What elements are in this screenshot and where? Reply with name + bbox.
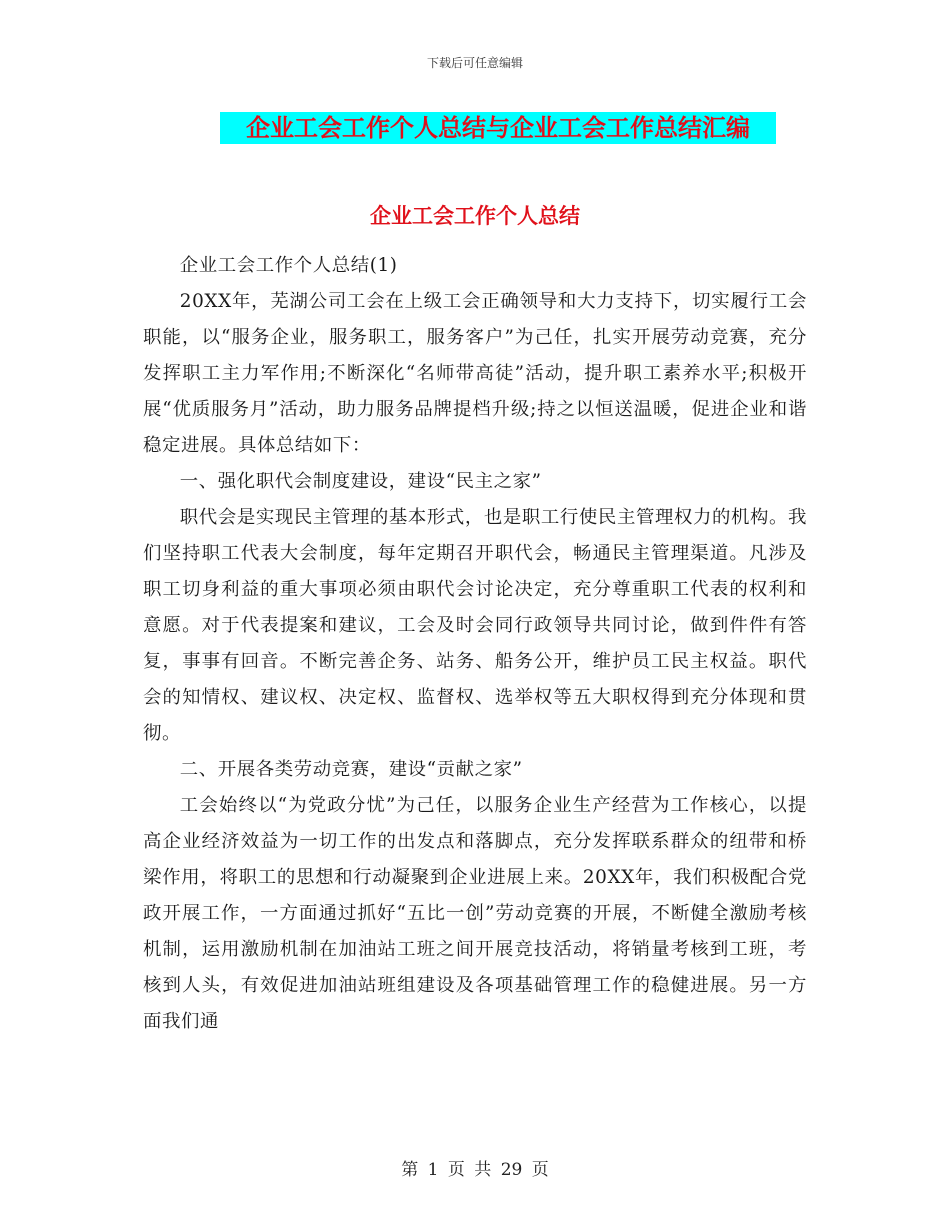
- paragraph: 20XX年，芜湖公司工会在上级工会正确领导和大力支持下，切实履行工会职能，以“服务企业，服务职工，服务客户”为己任，扎实开展劳动竞赛，充分发挥职工主力军作用;不断深化“名师带高徒”活动，提升职工素养水平;积极开展“优质服务月”活动，助力服务品牌提档升级;持之以恒送温暖，促进企业和谐稳定进展。具体总结如下：: [143, 291, 807, 456]
- paragraph-heading: 企业工会工作个人总结(1): [179, 255, 398, 276]
- header-note: 下载后可任意编辑: [426, 56, 523, 70]
- page-footer: 第 1 页 共 29 页: [401, 1160, 549, 1180]
- paragraph: 工会始终以“为党政分忧”为己任，以服务企业生产经营为工作核心，以提高企业经济效益为一切工作的出发点和落脚点，充分发挥联系群众的纽带和桥梁作用，将职工的思想和行动凝聚到企业进展上来。20XX年，我们积极配合党政开展工作，一方面通过抓好“五比一创”劳动竞赛的开展，不断健全激励考核机制，运用激励机制在加油站工班之间开展竞技活动，将销量考核到工班，考核到人头，有效促进加油站班组建设及各项基础管理工作的稳健进展。另一方面我们通: [143, 795, 807, 1032]
- section-title: 企业工会工作个人总结: [370, 204, 580, 228]
- paragraph: 职代会是实现民主管理的基本形式，也是职工行使民主管理权力的机构。我们坚持职工代表大会制度，每年定期召开职代会，畅通民主管理渠道。凡涉及职工切身利益的重大事项必须由职代会讨论决定，充分尊重职工代表的权利和意愿。对于代表提案和建议，工会及时会同行政领导共同讨论，做到件件有答复，事事有回音。不断完善企务、站务、船务公开，维护员工民主权益。职代会的知情权、建议权、决定权、监督权、选举权等五大职权得到充分体现和贯彻。: [143, 507, 807, 744]
- paragraph-heading: 一、强化职代会制度建设，建设“民主之家”: [179, 471, 542, 492]
- document-body: [143, 248, 807, 1040]
- document-title: 企业工会工作个人总结与企业工会工作总结汇编: [220, 112, 776, 144]
- paragraph-heading: 二、开展各类劳动竞赛，建设“贡献之家”: [179, 759, 523, 780]
